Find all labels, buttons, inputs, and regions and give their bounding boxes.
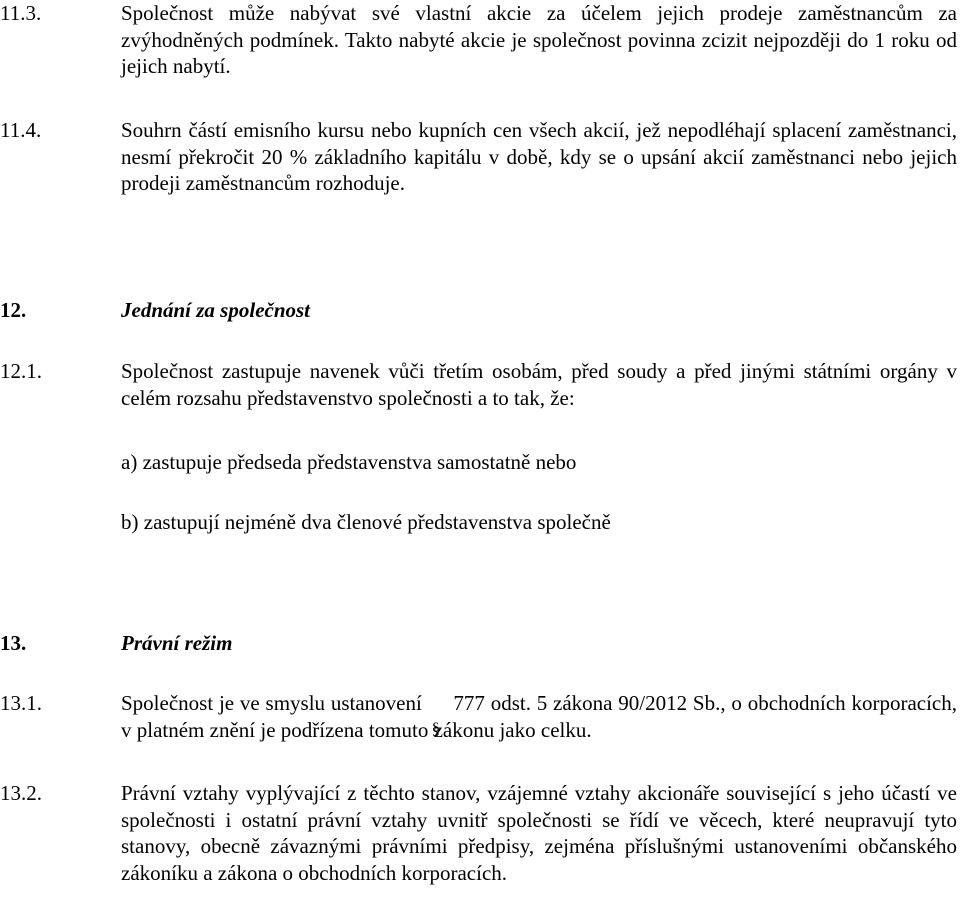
paragraph-number: 13.1. [0,691,42,715]
paragraph-number: 11.4. [0,118,42,142]
section-number: 13. [0,631,27,655]
paragraph-text: Souhrn částí emisního kursu nebo kupních cen všech akcií, jež nepodléhají splacení zaměstnanci, nesmí překročit 20 % základního kapitálu v době, kdy se o upsání akcií zaměstnanci nebo jejich prodeji zaměstnancům rozhoduje. [121,118,957,195]
text-after-section-sign: 777 odst. 5 zákona 90/2012 Sb., o obchodních korporacích, v platném znění je podřízena tomuto zákonu jako celku. [121,691,957,742]
list-item-b: b) zastupují nejméně dva členové představenstva společně [121,510,611,534]
section-number: 12. [0,298,27,322]
paragraph-text: Společnost může nabývat své vlastní akcie za účelem jejich prodeje zaměstnancům za zvýhodněných podmínek. Takto nabyté akcie je společnost povinna zcizit nejpozději do 1 roku od jejich nabytí. [121,1,957,78]
paragraph-text: Právní vztahy vyplývající z těchto stanov, vzájemné vztahy akcionáře související s jeho účastí ve společnosti i ostatní právní vztahy uvnitř společnosti se řídí ve věcech, které neupravují tyto stanovy, obecně závaznými právními předpisy, zejména příslušnými ustanoveními občanského zákoníku a zákona o obchodních korporacích. [121,781,957,885]
paragraph-number: 12.1. [0,359,42,383]
paragraph-number: 11.3. [0,1,42,25]
section-title: Právní režim [121,631,233,655]
paragraph-text [121,690,957,743]
text-before-section-sign: Společnost je ve smyslu ustanovení [121,691,422,715]
list-item-a: a) zastupuje předseda představenstva samostatně nebo [121,450,577,474]
paragraph-text: Společnost zastupuje navenek vůči třetím osobám, před soudy a před jinými státními orgány v celém rozsahu představenstvo společnosti a to tak, že: [121,359,957,410]
paragraph-number: 13.2. [0,781,42,805]
section-title: Jednání za společnost [121,298,311,322]
